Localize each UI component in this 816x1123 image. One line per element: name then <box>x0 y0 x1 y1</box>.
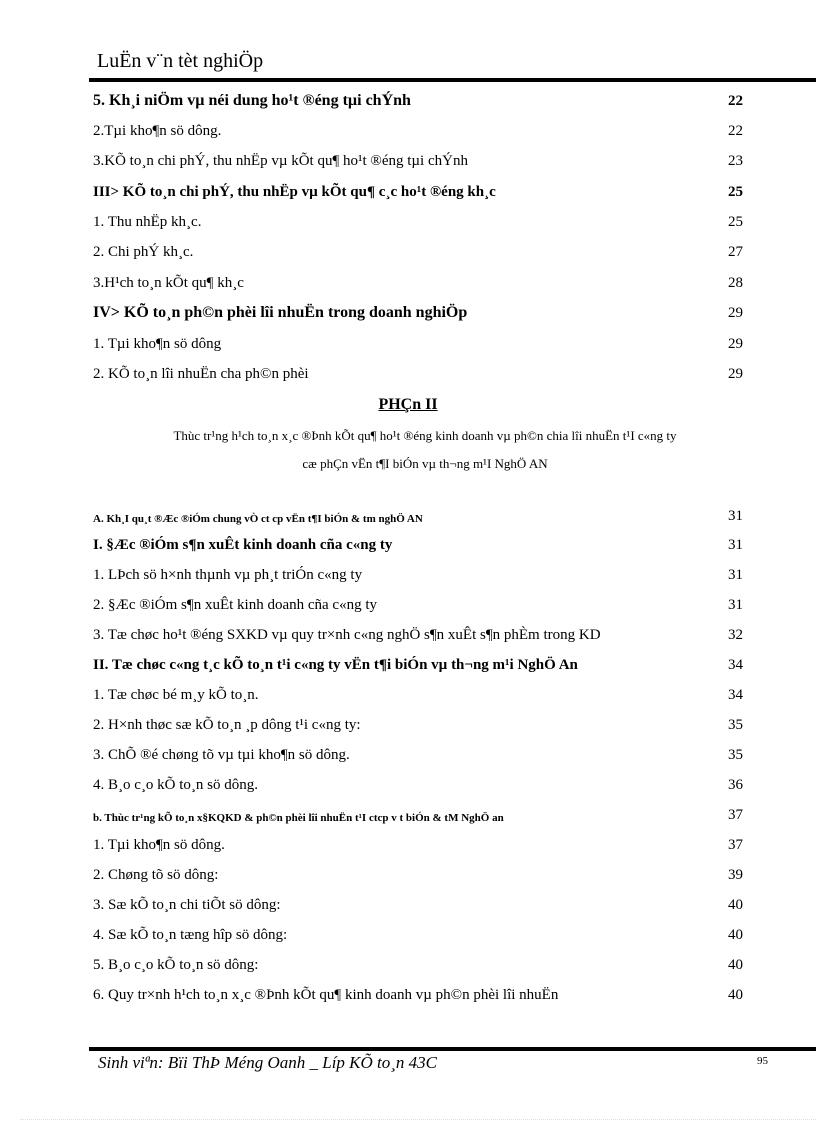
toc-entry-page: 32 <box>728 627 743 643</box>
toc-entry <box>93 715 743 739</box>
toc-entry <box>93 565 743 589</box>
part-subtitle-line2: cæ phÇn vËn t¶I biÓn vµ th¬ng m¹I NghÖ AN <box>302 456 548 471</box>
toc-entry <box>93 895 743 919</box>
toc-entry-text: 2.Tµi kho¶n sö dông. <box>93 123 222 139</box>
toc-entry-text: 5. Kh¸i niÖm vµ néi dung ho¹t ®éng tµi chÝnh <box>93 92 411 109</box>
page-edge-dots <box>20 1119 816 1120</box>
toc-entry-text: 1. Tæ chøc bé m¸y kÕ to¸n. <box>93 687 259 703</box>
toc-entry-page: 25 <box>728 214 743 230</box>
toc-entry-page: 29 <box>728 366 743 382</box>
toc-entry-text: II. Tæ chøc c«ng t¸c kÕ to¸n t¹i c«ng ty vËn t¶i biÓn vµ th¬ng m¹i NghÖ An <box>93 657 578 673</box>
toc-entry <box>93 625 743 649</box>
part-title <box>0 396 816 414</box>
toc-entry-page: 34 <box>728 687 743 703</box>
toc-entry-text: III> KÕ to¸n chi phÝ, thu nhËp vµ kÕt qu¶ c¸c ho¹t ®éng kh¸c <box>93 184 496 200</box>
toc-entry-text: 1. Thu nhËp kh¸c. <box>93 214 202 230</box>
toc-entry <box>93 595 743 619</box>
toc-entry-text: 4. Sæ kÕ to¸n tæng hîp sö dông: <box>93 927 288 943</box>
toc-entry-text: I. §Æc ®iÓm s¶n xuÊt kinh doanh cña c«ng ty <box>93 537 393 553</box>
toc-entry <box>93 334 743 358</box>
toc-entry <box>93 364 743 388</box>
toc-entry-page: 23 <box>728 153 743 169</box>
toc-entry-text: b. Thùc tr¹ng kÕ to¸n x§KQKD & ph©n phèi lîi nhuËn t¹I ctcp v t biÓn & tM NghÖ an <box>93 812 504 824</box>
toc-entry-text: 1. Tµi kho¶n sö dông <box>93 336 222 352</box>
toc-entry <box>93 805 743 829</box>
part-subtitle-line1: Thùc tr¹ng h¹ch to¸n x¸c ®Þnh kÕt qu¶ ho¹t ®éng kinh doanh vµ ph©n chia lîi nhuËn t¹I c«ng ty <box>173 428 677 443</box>
toc-entry <box>93 506 743 530</box>
toc-entry <box>93 212 743 236</box>
toc-entry <box>93 955 743 979</box>
toc-entry-text: 6. Quy tr×nh h¹ch to¸n x¸c ®Þnh kÕt qu¶ kinh doanh vµ ph©n phèi lîi nhuËn <box>93 987 559 1003</box>
toc-entry <box>93 121 743 145</box>
toc-entry-page: 35 <box>728 747 743 763</box>
toc-entry <box>93 151 743 175</box>
toc-entry-page: 40 <box>728 957 743 973</box>
toc-entry-page: 29 <box>728 336 743 352</box>
toc-entry-page: 40 <box>728 897 743 913</box>
toc-entry <box>93 242 743 266</box>
toc-entry-page: 35 <box>728 717 743 733</box>
toc-entry-text: 3. Tæ chøc ho¹t ®éng SXKD vµ quy tr×nh c«ng nghÖ s¶n xuÊt s¶n phÈm trong KD <box>93 627 601 643</box>
toc-entry-page: 36 <box>728 777 743 793</box>
toc-entry <box>93 91 743 115</box>
toc-entry-text: 2. Chøng tõ sö dông: <box>93 867 219 883</box>
toc-entry <box>93 925 743 949</box>
toc-entry <box>93 835 743 859</box>
toc-entry-text: 5. B¸o c¸o kÕ to¸n sö dông: <box>93 957 259 973</box>
toc-entry <box>93 865 743 889</box>
toc-entry-page: 31 <box>728 508 743 524</box>
toc-entry-page: 31 <box>728 567 743 583</box>
header-title: LuËn v¨n tèt nghiÖp <box>97 50 264 72</box>
toc-entry-page: 27 <box>728 244 743 260</box>
footer-text: Sinh viªn: Bïi ThÞ Méng Oanh _ Líp KÕ to¸n 43C <box>98 1053 438 1072</box>
header-rule <box>89 78 816 82</box>
toc-entry <box>93 182 743 206</box>
toc-entry-text: 2. H×nh thøc sæ kÕ to¸n ¸p dông t¹i c«ng ty: <box>93 717 361 733</box>
toc-entry-text: 4. B¸o c¸o kÕ to¸n sö dông. <box>93 777 258 793</box>
toc-entry-page: 22 <box>728 123 743 139</box>
toc-entry <box>93 985 743 1009</box>
toc-entry-text: 1. LÞch sö h×nh thµnh vµ ph¸t triÓn c«ng ty <box>93 567 363 583</box>
toc-entry-page: 37 <box>728 807 743 823</box>
toc-entry-text: A. Kh¸I qu¸t ®Æc ®iÓm chung vÒ ct cp vËn t¶I biÓn & tm nghÖ AN <box>93 513 423 525</box>
toc-entry-text: 3. ChÕ ®é chøng tõ vµ tµi kho¶n sö dông. <box>93 747 350 763</box>
toc-entry-page: 34 <box>728 657 743 673</box>
toc-entry-page: 29 <box>728 305 743 321</box>
toc-entry-page: 22 <box>728 93 743 109</box>
toc-entry-text: 3.H¹ch to¸n kÕt qu¶ kh¸c <box>93 275 244 291</box>
toc-entry-text: IV> KÕ to¸n ph©n phèi lîi nhuËn trong doanh nghiÖp <box>93 304 468 321</box>
toc-entry-text: 2. §Æc ®iÓm s¶n xuÊt kinh doanh cña c«ng ty <box>93 597 377 613</box>
part-title-text: PHÇn II <box>378 396 438 413</box>
toc-entry <box>93 775 743 799</box>
toc-entry-page: 40 <box>728 927 743 943</box>
toc-entry-text: 2. KÕ to¸n lîi nhuËn cha ph©n phèi <box>93 366 309 382</box>
toc-entry <box>93 303 743 327</box>
toc-entry <box>93 655 743 679</box>
toc-entry-page: 25 <box>728 184 743 200</box>
toc-entry <box>93 273 743 297</box>
toc-entry <box>93 745 743 769</box>
toc-entry-page: 31 <box>728 537 743 553</box>
toc-entry-page: 39 <box>728 867 743 883</box>
toc-entry-text: 2. Chi phÝ kh¸c. <box>93 244 194 260</box>
toc-entry-text: 3.KÕ to¸n chi phÝ, thu nhËp vµ kÕt qu¶ ho¹t ®éng tµi chÝnh <box>93 153 468 169</box>
footer-rule <box>89 1047 816 1051</box>
toc-entry-page: 40 <box>728 987 743 1003</box>
toc-entry-text: 1. Tµi kho¶n sö dông. <box>93 837 225 853</box>
toc-entry-page: 31 <box>728 597 743 613</box>
toc-entry-page: 28 <box>728 275 743 291</box>
toc-entry-text: 3. Sæ kÕ to¸n chi tiÕt sö dông: <box>93 897 281 913</box>
toc-entry <box>93 535 743 559</box>
footer-page-number: 95 <box>757 1055 768 1067</box>
toc-entry <box>93 685 743 709</box>
toc-entry-page: 37 <box>728 837 743 853</box>
